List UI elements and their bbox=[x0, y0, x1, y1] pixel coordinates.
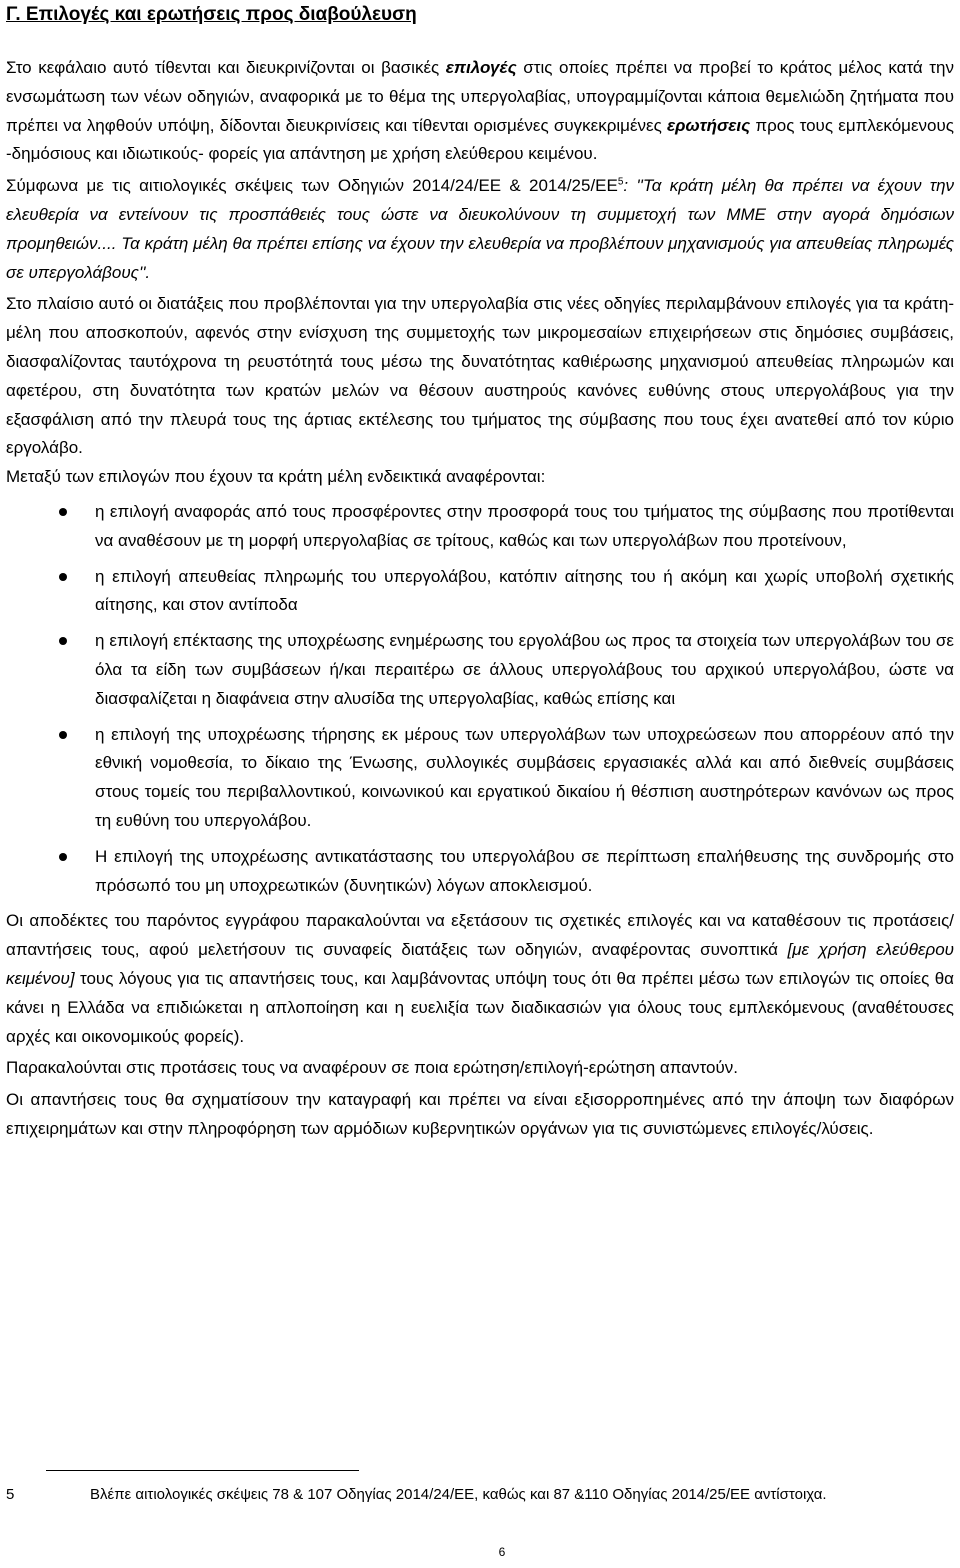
paragraph-recitals-quote bbox=[6, 172, 954, 287]
text-run: τους λόγους για τις απαντήσεις τους, και λαμβάνοντας υπόψη τους ότι θα πρέπει μέσω των επιλογών τις οποίες θα κάνει η Ελλάδα να επιδιώκεται η απλοποίηση και η ευελιξία των διαδικασιών για όλους τους εμπλεκόμενους (αναθέτουσες αρχές και οικονομικούς φορείς). bbox=[6, 968, 954, 1046]
bullet-icon bbox=[59, 508, 67, 516]
list-item-text: η επιλογή αναφοράς από τους προσφέροντες στην προσφορά τους του τμήματος της σύμβασης που προτίθενται να αναθέσουν με τη μορφή υπεργολαβίας σε τρίτους, καθώς και των υπεργολάβων που προτείνουν, bbox=[95, 501, 954, 550]
list-item bbox=[6, 563, 954, 621]
emphasis-questions: ερωτήσεις bbox=[667, 115, 751, 135]
text-run: Οι αποδέκτες του παρόντος εγγράφου παρακαλούνται να εξετάσουν τις σχετικές επιλογές και να καταθέσουν τις προτάσεις/απαντήσεις τους, αφού μελετήσουν τις συναφείς διατάξεις των οδηγιών, αναφέροντας συνοπτικά bbox=[6, 911, 954, 960]
paragraph-answers-usage: Οι απαντήσεις τους θα σχηματίσουν την καταγραφή και πρέπει να είναι εξισορροπημένες από την άποψη των διαφόρων επιχειρημάτων και στην πληροφόρηση των αρμόδιων κυβερνητικών οργάνων για τις συνιστώμενες επιλογές/λύσεις. bbox=[6, 1090, 954, 1138]
bullet-icon bbox=[59, 637, 67, 645]
list-item-text: Η επιλογή της υποχρέωσης αντικατάστασης του υπεργολάβου σε περίπτωση επαλήθευσης της συνδρομής στο πρόσωπό του μη υποχρεωτικών (δυνητικών) λόγων αποκλεισμού. bbox=[95, 846, 954, 895]
text-run: στις οποίες πρέπει να προβεί το κράτος μέλος κατά την ενσωμάτωση των νέων οδηγιών, αναφορικά με το θέμα της υπεργολαβίας, υπογραμμίζονται κάποια θεμελιώδη ζητήματα που πρέπει να ληφθούν υπόψη, δίδονται διευκρινίσεις και τίθενται ορισμένες συγκεκριμένες bbox=[6, 58, 954, 135]
footnote-reference: 5 bbox=[617, 176, 624, 188]
bullet-icon bbox=[59, 573, 67, 581]
bullet-icon bbox=[59, 731, 67, 739]
footnote-number: 5 bbox=[6, 1486, 15, 1503]
list-item-text: η επιλογή απευθείας πληρωμής του υπεργολάβου, κατόπιν αίτησης του ή ακόμη και χωρίς υποβολή σχετικής αίτησης, και στον αντίποδα bbox=[95, 566, 954, 615]
list-item bbox=[6, 721, 954, 836]
paragraph-context: Στο πλαίσιο αυτό οι διατάξεις που προβλέπονται για την υπεργολαβία στις νέες οδηγίες περιλαμβάνουν επιλογές για τα κράτη-μέλη που αποσκοπούν, αφενός στην ενίσχυση της συμμετοχής των μικρομεσαίων επιχειρήσεων στις δημόσιες συμβάσεις, διασφαλίζοντας ταυτόχρονα τη ρευστότητά τους μέσω της δυνατότητας καθιέρωσης μηχανισμού απευθείας πληρωμών και αφετέρου, στη δυνατότητα των κρατών μελών να θέσουν αυστηρούς κανόνες ευθύνης στους υπεργολάβους για την εξασφάλιση από την πλευρά τους της άρτιας εκτέλεσης του τμήματος της σύμβασης που τους έχει ανατεθεί από τον κύριο εργολάβο. bbox=[6, 294, 954, 458]
text-run: Στο κεφάλαιο αυτό τίθενται και διευκρινίζονται οι βασικές bbox=[6, 58, 446, 77]
free-text-note: [με χρήση ελεύθερου κειμένου] bbox=[6, 940, 955, 988]
list-item bbox=[6, 498, 954, 556]
list-item bbox=[6, 627, 954, 713]
list-introduction: Μεταξύ των επιλογών που έχουν τα κράτη μέλη ενδεικτικά αναφέρονται: bbox=[6, 467, 546, 487]
quoted-text: : ''Τα κράτη μέλη θα πρέπει να έχουν την ελευθερία να εντείνουν τις προσπάθειές τους ώστε να διευκολύνουν τη συμμετοχή των ΜΜΕ στην αγορά δημόσιων προμηθειών.... Τα κράτη μέλη θα πρέπει επίσης να έχουν την ελευθερία να προβλέπουν μηχανισμούς για απευθείας πληρωμές σε υπεργολάβους''. bbox=[6, 176, 955, 282]
page-number: 6 bbox=[498, 1545, 506, 1559]
list-item bbox=[6, 843, 954, 901]
list-item-text: η επιλογή της υποχρέωσης τήρησης εκ μέρους των υπεργολάβων των υποχρεώσεων που απορρέουν από την εθνική νομοθεσία, το δίκαιο της Ένωσης, συλλογικές συμβάσεις εργασιακές αλλά και από διεθνείς συμβάσεις στους τομείς του περιβαλλοντικού, κοινωνικού και εργατικού δικαίου ή θέσπιση αυστηρότερων κανόνων ως προς τη ευθύνη του υπεργολάβου. bbox=[95, 724, 954, 830]
footnote bbox=[6, 1481, 954, 1508]
options-list bbox=[6, 498, 954, 900]
text-run: προς τους εμπλεκόμενους -δημόσιους και ιδιωτικούς- φορείς για απάντηση με χρήση ελεύθερου κειμένου. bbox=[6, 115, 954, 164]
paragraph-question-reference: Παρακαλούνται στις προτάσεις τους να αναφέρουν σε ποια ερώτηση/επιλογή-ερώτηση απαντούν. bbox=[6, 1058, 738, 1078]
footnote-text: Βλέπε αιτιολογικές σκέψεις 78 & 107 Οδηγίας 2014/24/ΕΕ, καθώς και 87 &110 Οδηγίας 2014/25/ΕΕ αντίστοιχα. bbox=[90, 1486, 827, 1503]
document-body bbox=[6, 54, 954, 1144]
section-heading: Γ. Επιλογές και ερωτήσεις προς διαβούλευση bbox=[6, 4, 417, 25]
list-item-text: η επιλογή επέκτασης της υποχρέωσης ενημέρωσης του εργολάβου ως προς τα στοιχεία των υπεργολάβων του σε όλα τα είδη των συμβάσεων ή/και περαιτέρω σε άλλους υπεργολάβους του αρχικού υπεργολάβου, ώστε να διασφαλίζεται η διαφάνεια στην αλυσίδα της υπεργολαβίας, καθώς επίσης και bbox=[95, 631, 954, 708]
bullet-icon bbox=[59, 853, 67, 861]
paragraph-recipients-request bbox=[6, 907, 954, 1051]
footnote-divider bbox=[46, 1470, 359, 1471]
text-run: Σύμφωνα με τις αιτιολογικές σκέψεις των Οδηγιών 2014/24/ΕΕ & 2014/25/ΕΕ bbox=[6, 176, 618, 196]
paragraph-introduction bbox=[6, 54, 954, 169]
emphasis-choices: επιλογές bbox=[445, 58, 517, 77]
